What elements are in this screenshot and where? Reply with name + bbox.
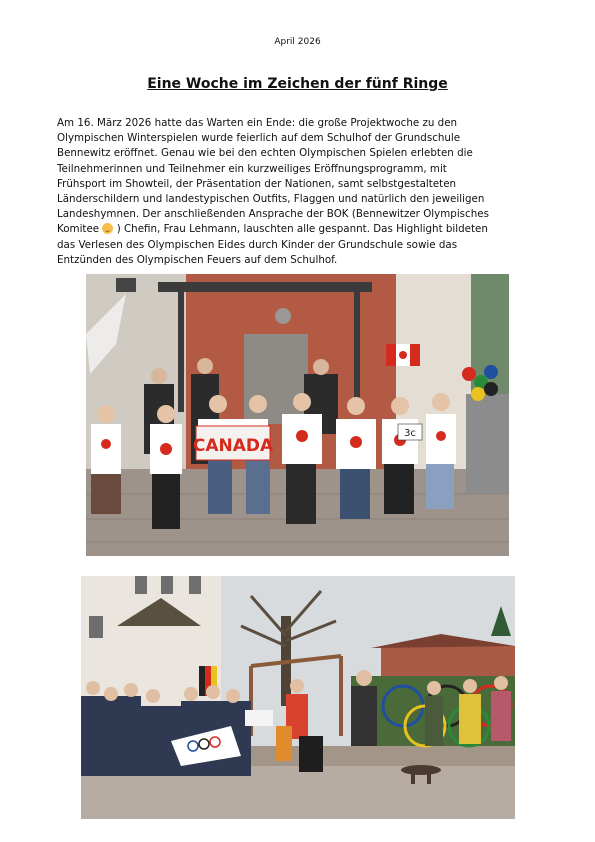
class-badge-text: 3c xyxy=(404,428,416,439)
body-line: Entzünden des Olympischen Feuers auf dem Schulhof. xyxy=(57,253,338,266)
body-line: das Verlesen des Olympischen Eides durch Kinder der Grundschule sowie das xyxy=(57,238,458,251)
issue-date: April 2026 xyxy=(274,37,321,47)
photo-canada-team-image xyxy=(86,274,509,556)
photo-olympic-rings xyxy=(81,576,515,819)
canada-sign-text: CANADA xyxy=(192,436,274,456)
body-line: Länderschildern und landestypischen Outfits, Flaggen und natürlich den jeweiligen xyxy=(57,193,485,206)
body-line-part: Komitee xyxy=(57,223,103,236)
body-line-emoji xyxy=(57,222,542,237)
smiley-emoji-icon xyxy=(102,223,113,234)
body-line: Frühsport im Showteil, der Präsentation der Nationen, samt selbstgestalteten xyxy=(57,177,457,190)
body-line: Landeshymnen. Der anschließenden Ansprache der BOK (Bennewitzer Olympisches xyxy=(57,208,489,221)
article-title: Eine Woche im Zeichen der fünf Ringe xyxy=(147,76,448,92)
body-line: Bennewitz eröffnet. Genau wie bei den echten Olympischen Spielen erlebten die xyxy=(57,147,473,160)
body-line-part: ) Chefin, Frau Lehmann, lauschten alle gespannt. Das Highlight bildeten xyxy=(113,223,488,236)
body-line: Olympischen Winterspielen wurde feierlich auf dem Schulhof der Grundschule xyxy=(57,132,461,145)
article-body xyxy=(57,116,542,268)
body-line: Am 16. März 2026 hatte das Warten ein Ende: die große Projektwoche zu den xyxy=(57,117,458,129)
photo-canada-team xyxy=(86,274,509,556)
body-line: Teilnehmerinnen und Teilnehmer ein kurzweiliges Eröffnungsprogramm, mit xyxy=(57,162,447,175)
photo-olympic-rings-image xyxy=(81,576,515,819)
